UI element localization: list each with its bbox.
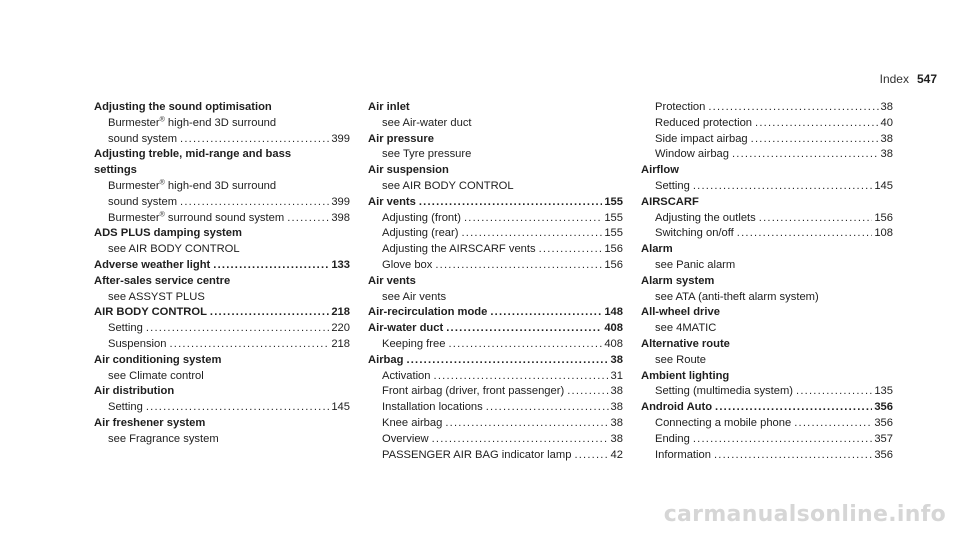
index-entry [641,163,893,195]
dot-leader [448,337,602,353]
index-subentry [641,448,893,464]
entry-title-text: Air distribution [94,385,175,398]
subentry-text: Reduced protection [655,116,753,129]
entry-title-text: Adjusting the sound optimisation [94,101,272,113]
entry-title-text: settings [94,164,137,177]
index-entry-title [94,353,350,369]
index-subentry [641,290,893,306]
dot-leader [435,258,602,274]
dot-leader [432,432,609,448]
dot-leader [714,448,872,464]
index-entry [368,195,623,274]
subentry-text: Activation [382,369,431,382]
index-subentry [94,432,350,448]
index-subentry [94,132,350,148]
dot-leader [146,400,329,416]
dot-leader [567,384,608,400]
subentry-text: see Tyre pressure [382,148,472,161]
page-ref: 356 [874,448,893,461]
subentry-text: see Fragrance system [108,432,219,445]
index-entry-title [94,384,350,400]
index-entry [641,100,893,163]
page-ref: 399 [331,132,350,145]
registered-mark: ® [159,116,165,124]
dot-leader [539,242,603,258]
dot-leader [796,384,872,400]
index-entry-title [641,305,893,321]
index-subentry [368,116,623,132]
dot-leader [446,321,602,337]
dot-leader [464,211,602,227]
index-entry-title [641,274,893,290]
dot-leader [406,353,608,369]
page-ref: 156 [604,258,623,271]
page-ref: 38 [610,432,623,445]
index-entry [94,100,350,147]
index-entry [641,242,893,274]
subentry-text: see ATA (anti-theft alarm system) [655,290,819,303]
index-entry-title [368,321,623,337]
page-ref: 38 [610,385,623,398]
registered-mark: ® [159,210,165,218]
subentry-text: Window airbag [655,148,729,161]
index-subentry [368,432,623,448]
index-entry [94,258,350,274]
header-label: Index [879,72,909,86]
entry-title-text: Ambient lighting [641,369,730,382]
page-ref: 357 [874,432,893,445]
index-subentry [641,321,893,337]
dot-leader [210,305,329,321]
dot-leader [574,448,608,464]
dot-leader [486,400,609,416]
dot-leader [169,337,329,353]
index-entry-title [94,147,350,163]
subentry-text: sound system [108,132,178,145]
index-entry-title [94,258,350,274]
page-ref: 155 [604,195,623,208]
subentry-text: sound system [108,195,178,208]
dot-leader [751,132,879,148]
index-entry-title [94,305,350,321]
page-ref: 38 [610,353,623,366]
index-entry-title [641,400,893,416]
index-subentry [94,116,350,132]
index-entry-title [368,274,623,290]
index-subentry [641,211,893,227]
entry-title-text: Air freshener system [94,416,206,429]
page-ref: 42 [610,448,623,461]
dot-leader [693,432,872,448]
entry-title-text: Adverse weather light [94,258,211,271]
dot-leader [180,132,329,148]
subentry-text: Glove box [382,258,433,271]
index-subentry [368,400,623,416]
dot-leader [794,416,872,432]
subentry-text: see Air-water duct [382,116,472,129]
index-entry-title [641,195,893,211]
subentry-text: see AIR BODY CONTROL [382,179,514,192]
page-ref: 108 [874,227,893,240]
entry-title-text: Air vents [368,274,416,287]
subentry-text: Adjusting (front) [382,211,461,224]
entry-title-text: AIRSCARF [641,195,699,208]
subentry-text: Knee airbag [382,416,443,429]
index-entry [368,353,623,464]
subentry-text: Adjusting the outlets [655,211,756,224]
dot-leader [434,369,609,385]
dot-leader [693,179,872,195]
subentry-text: Burmester® high-end 3D surround [108,116,277,129]
index-entry [641,369,893,401]
dot-leader [419,195,602,211]
index-entry [368,163,623,195]
subentry-text: Adjusting (rear) [382,227,459,240]
entry-title-text: Alarm [641,243,673,256]
entry-title-text: AIR BODY CONTROL [94,306,207,319]
subentry-text: PASSENGER AIR BAG indicator lamp [382,448,572,461]
index-entry [368,321,623,353]
index-column-1 [94,100,350,448]
index-subentry [368,226,623,242]
page-ref: 145 [331,401,350,414]
entry-title-text: Airbag [368,353,404,366]
index-entry [641,195,893,242]
entry-title-text: Air pressure [368,132,434,145]
subentry-text: Connecting a mobile phone [655,416,792,429]
index-entry-title [368,163,623,179]
page-ref: 220 [331,322,350,335]
index-subentry [368,384,623,400]
page-ref: 148 [604,306,623,319]
entry-title-text: ADS PLUS damping system [94,227,242,240]
index-entry [94,353,350,385]
index-column-3 [641,100,893,463]
page-header [880,72,937,86]
page-ref: 145 [874,179,893,192]
subentry-text: Protection [655,101,706,113]
index-subentry [641,100,893,116]
dot-leader [445,416,608,432]
subentry-text: Setting [108,401,143,414]
index-subentry [94,337,350,353]
index-entry-title [94,226,350,242]
page-ref: 38 [880,148,893,161]
entry-title-text: Air inlet [368,101,410,113]
index-subentry [94,321,350,337]
subentry-text: see AIR BODY CONTROL [108,243,240,256]
subentry-text: see Route [655,353,706,366]
index-subentry [641,384,893,400]
subentry-text: Front airbag (driver, front passenger) [382,385,565,398]
page-ref: 156 [874,211,893,224]
dot-leader [180,195,329,211]
dot-leader [708,100,878,116]
subentry-text: Keeping free [382,337,446,350]
index-subentry [641,179,893,195]
subentry-text: see Climate control [108,369,204,382]
subentry-text: Setting [108,322,143,335]
index-subentry [368,448,623,464]
entry-title-text: Alternative route [641,337,730,350]
index-subentry [641,353,893,369]
subentry-text: Information [655,448,711,461]
index-subentry [94,242,350,258]
index-entry [94,226,350,258]
index-entry-title [94,416,350,432]
index-subentry [368,179,623,195]
page-ref: 356 [874,416,893,429]
index-subentry [641,258,893,274]
index-entry-title [368,305,623,321]
index-entry [368,274,623,306]
entry-title-text: Air-recirculation mode [368,306,488,319]
index-entry-title [641,369,893,385]
dot-leader [146,321,329,337]
index-entry-title [641,337,893,353]
subentry-text: Switching on/off [655,227,734,240]
entry-title-text: Android Auto [641,401,713,414]
index-entry [368,305,623,321]
index-entry-title [641,242,893,258]
dot-leader [287,211,329,227]
dot-leader [732,147,879,163]
index-entry-title [94,100,350,116]
index-entry [94,274,350,306]
index-entry-title [368,195,623,211]
index-entry [641,337,893,369]
page-ref: 135 [874,385,893,398]
dot-leader [737,226,873,242]
page-ref: 398 [331,211,350,224]
subentry-text: Side impact airbag [655,132,748,145]
index-entry-title [94,274,350,290]
index-entry [94,416,350,448]
page-ref: 38 [610,416,623,429]
index-entry [94,305,350,352]
index-subentry [641,147,893,163]
subentry-text: see ASSYST PLUS [108,290,205,303]
dot-leader [759,211,873,227]
index-subentry [368,211,623,227]
page-number: 547 [916,72,937,86]
index-subentry [94,369,350,385]
subentry-text: Ending [655,432,690,445]
entry-title-text: Airflow [641,164,679,177]
index-entry [368,132,623,164]
subentry-text: Burmester® high-end 3D surround [108,179,277,192]
subentry-text: Adjusting the AIRSCARF vents [382,243,536,256]
page-ref: 399 [331,195,350,208]
index-entry [641,305,893,337]
page-ref: 218 [331,306,350,319]
index-subentry [641,432,893,448]
dot-leader [490,305,602,321]
index-subentry [641,116,893,132]
index-subentry [368,337,623,353]
index-entry [641,400,893,463]
index-entry-title [368,353,623,369]
dot-leader [213,258,329,274]
entry-title-text: Adjusting treble, mid-range and bass [94,148,292,161]
page-ref: 155 [604,211,623,224]
index-subentry [94,195,350,211]
page-ref: 356 [874,401,893,414]
index-subentry [368,369,623,385]
index-subentry [368,242,623,258]
page-ref: 38 [610,401,623,414]
index-entry-title [368,100,623,116]
dot-leader [715,400,872,416]
index-subentry [368,147,623,163]
subentry-text: see 4MATIC [655,322,717,335]
index-subentry [641,132,893,148]
entry-title-text: Alarm system [641,274,715,287]
page-ref: 38 [880,101,893,113]
index-entry [94,384,350,416]
registered-mark: ® [159,179,165,187]
entry-title-text: All-wheel drive [641,306,720,319]
subentry-text: Suspension [108,337,167,350]
entry-title-text: Air conditioning system [94,353,222,366]
subentry-text: see Air vents [382,290,447,303]
index-subentry [368,416,623,432]
page-ref: 40 [880,116,893,129]
page-ref: 31 [610,369,623,382]
page-ref: 408 [604,337,623,350]
entry-title-text: Air suspension [368,164,449,177]
entry-title-text: Air vents [368,195,416,208]
index-subentry [94,179,350,195]
index-subentry [368,258,623,274]
page-ref: 408 [604,322,623,335]
page-ref: 155 [604,227,623,240]
entry-title-text: After-sales service centre [94,274,231,287]
page-ref: 38 [880,132,893,145]
page-ref: 156 [604,243,623,256]
index-column-2 [368,100,623,463]
index-entry [641,274,893,306]
index-subentry [94,290,350,306]
index-subentry [641,226,893,242]
subentry-text: Setting (multimedia system) [655,385,794,398]
subentry-text: Installation locations [382,401,483,414]
dot-leader [461,226,602,242]
index-subentry [94,400,350,416]
page-ref: 133 [331,258,350,271]
index-entry-title [368,132,623,148]
index-subentry [368,290,623,306]
index-entry [368,100,623,132]
index-entry [94,147,350,226]
subentry-text: Overview [382,432,429,445]
subentry-text: Setting [655,179,690,192]
dot-leader [755,116,879,132]
subentry-text: Burmester® surround sound system [108,210,285,224]
page-ref: 218 [331,337,350,350]
watermark: carmanualsonline.info [663,502,946,527]
index-subentry [94,211,350,227]
entry-title-text: Air-water duct [368,322,444,335]
index-subentry [641,416,893,432]
index-entry-title [94,163,350,179]
subentry-text: see Panic alarm [655,258,736,271]
index-entry-title [641,163,893,179]
